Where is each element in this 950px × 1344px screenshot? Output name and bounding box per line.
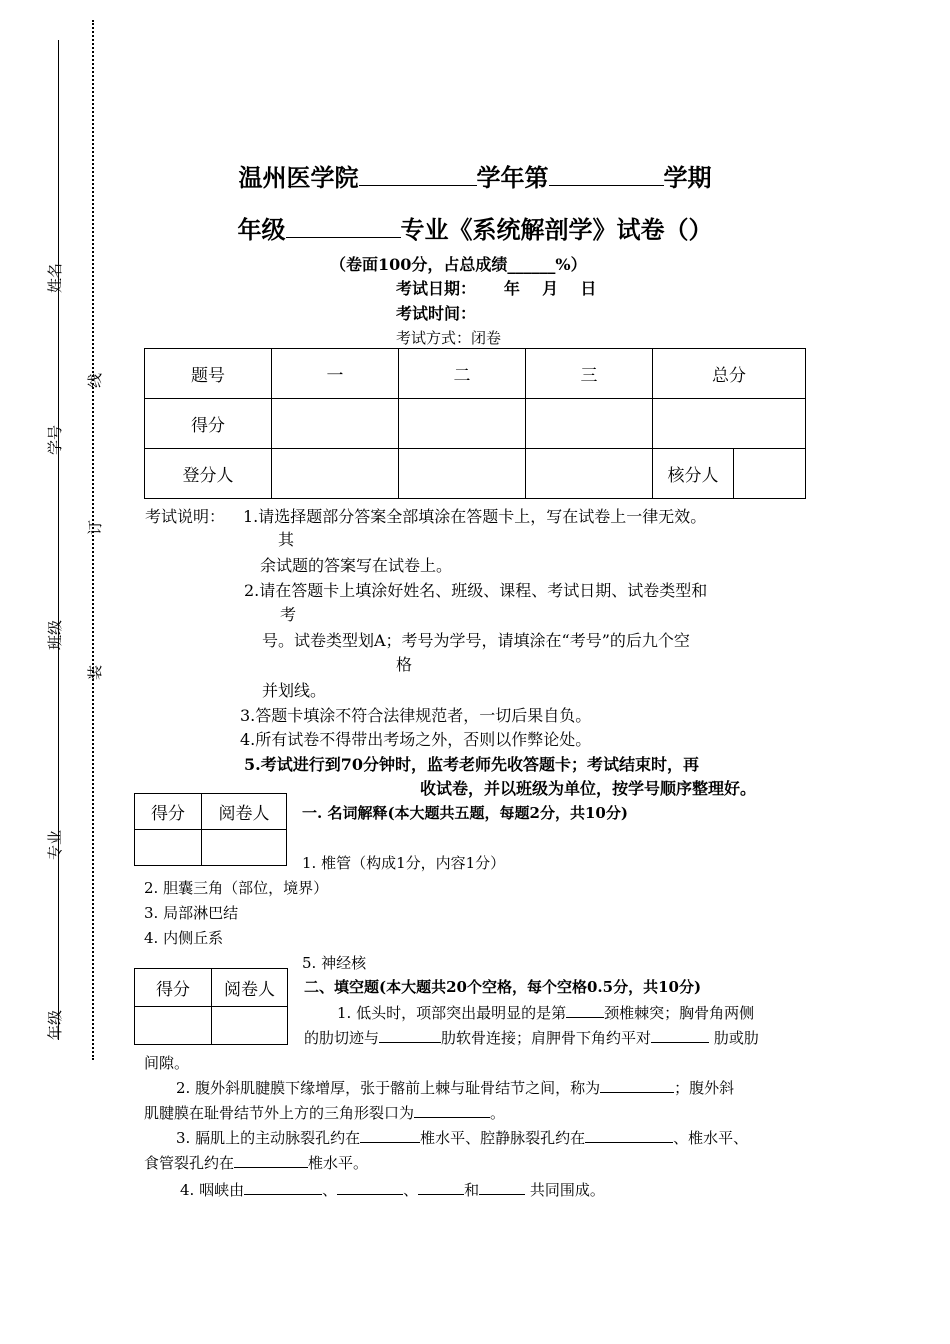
q1-text-d: 肋软骨连接；肩胛骨下角约平对 <box>441 1029 652 1047</box>
score-cell[interactable] <box>272 399 399 449</box>
q3-blank-3[interactable] <box>234 1153 308 1168</box>
instruction-1: 1.请选择题部分答案全部填涂在答题卡上，写在试卷上一律无效。 <box>243 507 707 526</box>
q1-blank-2[interactable] <box>379 1028 441 1043</box>
th-section-2: 二 <box>399 349 526 399</box>
q1-text-a: 1. 低头时，项部突出最明显的是第 <box>337 1004 567 1022</box>
section1-item-4: 4. 内侧丘系 <box>144 929 224 947</box>
exam-date: 考试日期： 年 月 日 <box>396 279 597 298</box>
instruction-2-wrap2: 格 <box>396 655 413 674</box>
grade-label: 年级 <box>46 1009 64 1040</box>
recorder-cell[interactable] <box>399 449 526 499</box>
instruction-3: 3.答题卡填涂不符合法律规范者，一切后果自负。 <box>240 706 592 725</box>
academic-year-label: 学年第 <box>476 163 549 192</box>
class-label: 班级 <box>46 619 64 650</box>
name-label: 姓名 <box>46 262 64 293</box>
section1-item-2: 2. 胆囊三角（部位，境界） <box>144 879 329 897</box>
instruction-1-cont: 余试题的答案写在试卷上。 <box>260 556 453 575</box>
checker-label: 核分人 <box>653 449 734 499</box>
academic-year-blank <box>359 185 477 186</box>
ding-char: 订 <box>86 519 104 535</box>
instruction-2: 2.请在答题卡上填涂好姓名、班级、课程、考试日期、试卷类型和 <box>244 581 708 600</box>
q1-text-c: 的肋切迹与 <box>304 1029 380 1047</box>
section2-title: 二、填空题(本大题共20个空格，每个空格0.5分，共10分) <box>304 978 702 996</box>
q1-line1 <box>337 1002 754 1023</box>
grader-score-label: 得分 <box>135 794 202 830</box>
q4-text-c: 、 <box>403 1181 419 1199</box>
instruction-1-wrap: 其 <box>278 530 295 549</box>
grader-reviewer-cell[interactable] <box>212 1007 288 1045</box>
q1-line3: 间隙。 <box>144 1054 190 1072</box>
grader-reviewer-label: 阅卷人 <box>212 969 288 1007</box>
th-total: 总分 <box>653 349 806 399</box>
q3-text-c: 、椎水平、 <box>673 1129 749 1147</box>
q4-text-a: 4. 咽峡由 <box>180 1181 245 1199</box>
semester-blank <box>549 185 664 186</box>
exam-time: 考试时间： <box>396 304 477 323</box>
instruction-5: 5.考试进行到70分钟时，监考老师先收答题卡；考试结束时，再 <box>244 755 699 774</box>
semester-label: 学期 <box>663 163 712 192</box>
q3-blank-2[interactable] <box>585 1128 673 1143</box>
instruction-2-wrap: 考 <box>280 605 297 624</box>
q1-blank-3[interactable] <box>651 1028 709 1043</box>
q3-line1 <box>176 1127 748 1148</box>
instruction-2-cont: 号。试卷类型划A；考号为学号，请填涂在“考号”的后九个空 <box>262 631 690 650</box>
exam-mode: 考试方式：闭卷 <box>396 329 502 347</box>
major-label: 专业 <box>46 829 64 860</box>
q2-blank-2[interactable] <box>414 1103 490 1118</box>
school-name: 温州医学院 <box>238 163 359 192</box>
grader-score-cell[interactable] <box>135 1007 212 1045</box>
grader-reviewer-cell[interactable] <box>202 830 287 866</box>
q1-blank-1[interactable] <box>566 1003 604 1018</box>
instruction-4: 4.所有试卷不得带出考场之外，否则以作弊论处。 <box>240 730 592 749</box>
th-question-no: 题号 <box>145 349 272 399</box>
q2-text-c: 肌腱膜在耻骨结节外上方的三角形裂口为 <box>144 1104 415 1122</box>
q3-text-a: 3. 膈肌上的主动脉裂孔约在 <box>176 1129 361 1147</box>
recorder-cell[interactable] <box>526 449 653 499</box>
q3-text-d: 食管裂孔约在 <box>144 1154 235 1172</box>
q2-text-d: 。 <box>490 1104 506 1122</box>
exam-title-line1 <box>0 158 950 193</box>
instruction-5-cont: 收试卷，并以班级为单位，按学号顺序整理好。 <box>420 779 757 798</box>
score-cell[interactable] <box>399 399 526 449</box>
grader-box-section2 <box>134 968 288 1045</box>
q4-blank-3[interactable] <box>418 1180 464 1195</box>
q3-line2 <box>144 1152 368 1173</box>
q4-text-d: 和 <box>464 1181 480 1199</box>
recorder-row-label: 登分人 <box>145 449 272 499</box>
q2-line2 <box>144 1102 505 1123</box>
grade-title-label: 年级 <box>237 215 286 244</box>
th-section-3: 三 <box>526 349 653 399</box>
score-note: （卷面100分，占总成绩______%） <box>330 255 587 274</box>
q3-text-b: 椎水平、腔静脉裂孔约在 <box>420 1129 586 1147</box>
q2-text-b: ；腹外斜 <box>674 1079 735 1097</box>
grader-reviewer-label: 阅卷人 <box>202 794 287 830</box>
q4-blank-2[interactable] <box>337 1180 403 1195</box>
major-course-title: 专业《系统解剖学》试卷（） <box>400 215 713 244</box>
grader-box-section1 <box>134 793 287 866</box>
q4-blank-4[interactable] <box>479 1180 525 1195</box>
q4-text-e: 共同围成。 <box>525 1181 605 1199</box>
section1-title: 一. 名词解释(本大题共五题，每题2分，共10分) <box>302 804 628 822</box>
score-row-label: 得分 <box>145 399 272 449</box>
q2-blank-1[interactable] <box>600 1078 674 1093</box>
q3-text-e: 椎水平。 <box>308 1154 369 1172</box>
score-cell[interactable] <box>653 399 806 449</box>
q1-text-b: 颈椎棘突；胸骨角两侧 <box>604 1004 755 1022</box>
q4-blank-1[interactable] <box>244 1180 322 1195</box>
exam-title-line2 <box>0 210 950 245</box>
q4-line1 <box>180 1179 605 1200</box>
q4-text-b: 、 <box>322 1181 338 1199</box>
q2-text-a: 2. 腹外斜肌腱膜下缘增厚，张于髂前上棘与耻骨结节之间，称为 <box>176 1079 601 1097</box>
th-section-1: 一 <box>272 349 399 399</box>
score-cell[interactable] <box>526 399 653 449</box>
recorder-cell[interactable] <box>272 449 399 499</box>
checker-cell[interactable] <box>734 449 806 499</box>
section1-item-5: 5. 神经核 <box>302 954 367 972</box>
zhuang-char: 装 <box>86 664 104 680</box>
instructions-prefix: 考试说明： <box>145 507 226 526</box>
student-id-label: 学号 <box>46 424 64 455</box>
line-char: 线 <box>86 372 104 388</box>
q1-line2 <box>304 1027 759 1048</box>
section1-item-3: 3. 局部淋巴结 <box>144 904 239 922</box>
instruction-2-end: 并划线。 <box>262 681 327 700</box>
grader-score-cell[interactable] <box>135 830 202 866</box>
q2-line1 <box>176 1077 734 1098</box>
q1-text-e: 肋或肋 <box>713 1029 759 1047</box>
score-table <box>144 348 806 499</box>
grade-blank <box>286 237 401 238</box>
section1-item-1: 1. 椎管（构成1分，内容1分） <box>302 854 506 872</box>
q3-blank-1[interactable] <box>360 1128 420 1143</box>
grader-score-label: 得分 <box>135 969 212 1007</box>
